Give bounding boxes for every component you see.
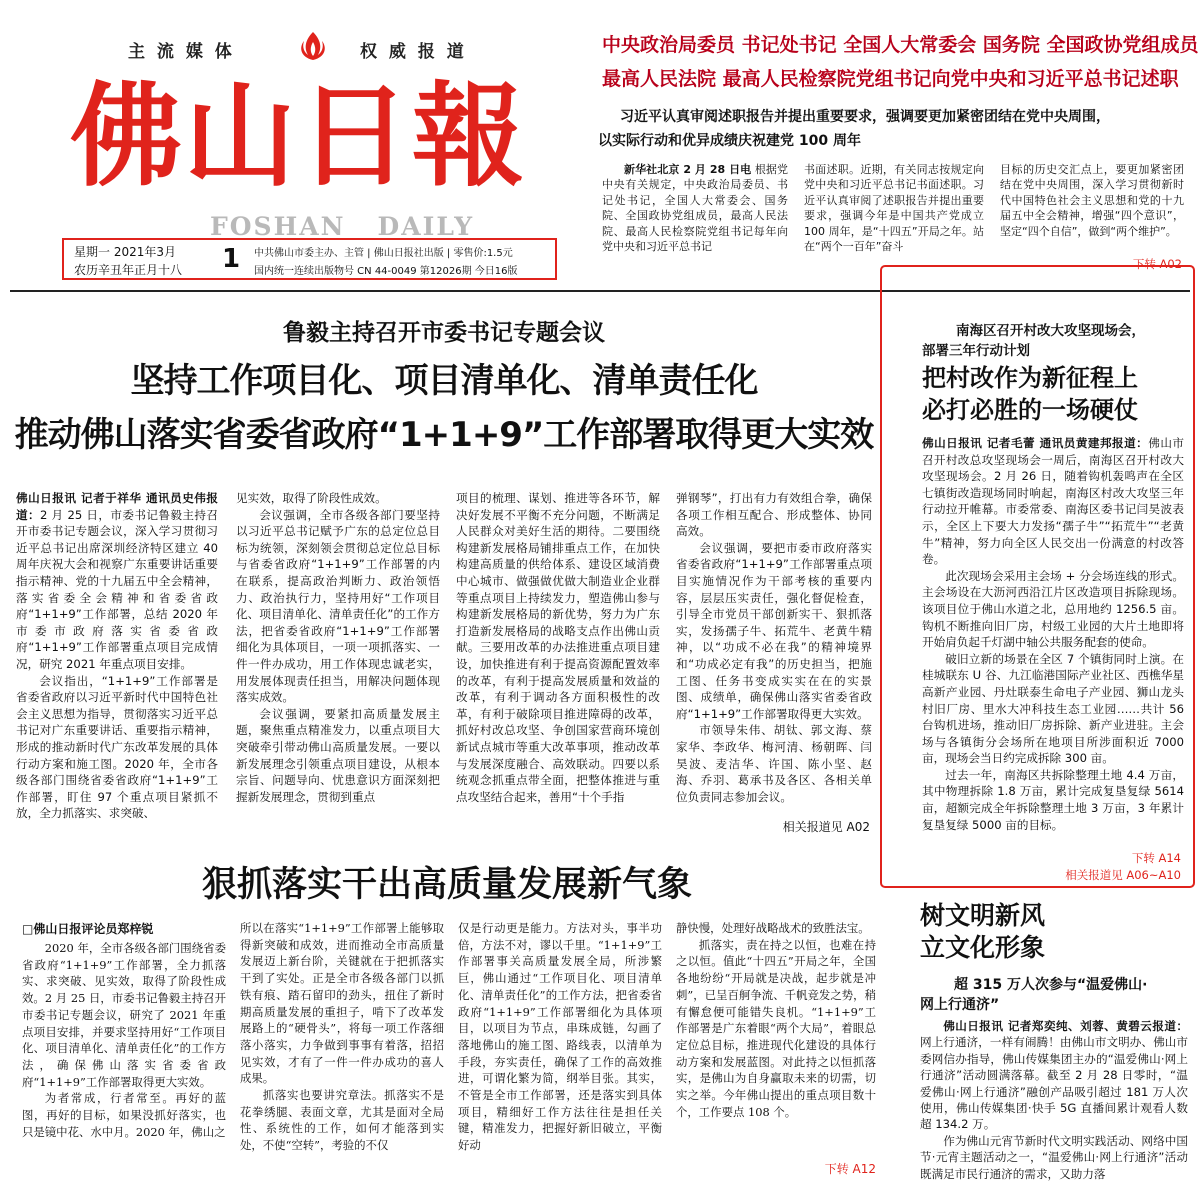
village-paragraph: 此次现场会采用主会场 + 分会场连线的形式。主会场设在大沥河西沿江片区改造项目拆除现场。该项目位于佛山水道之北，总用地约 1256.5 亩。钩机不断推向旧厂房，村级工业园的大片土地即将开始肩负起千灯湖中轴公共服务配套的使命。 <box>922 568 1184 650</box>
civilization-headline-2: 立文化形象 <box>920 933 1046 962</box>
lead-headline-1: 坚持工作项目化、项目清单化、清单责任化 <box>130 361 758 401</box>
lead-paragraph: 会议强调，全市各级各部门要坚持以习近平总书记赋予广东的总定位总目标为统领，深刻领会贯彻总定位总目标与省委省政府“1+1+9”工作部署的内在联系，提高政治判断力、政治领悟力、政治执行力，坚持用好“工作项目化、项目清单化、清单责任化”的工作方法，把省委省政府“1+1+9”工作部署细化为具体项目，一项一项抓落实、一件一件办成功，用工作体现忠诚老实，用发展体现责任担当，用解决问题体现落实成效。 <box>236 507 440 705</box>
publisher-line: 中共佛山市委主办、主管 | 佛山日报社出版 | 零售价:1.5元 <box>254 248 513 259</box>
lead-paragraph: 会议指出，“1+1+9”工作部署是省委省政府以习近平新时代中国特色社会主义思想为指导，贯彻落实习近平总书记对广东重要讲话、重要指示精神，形成的推动新时代广东改革发展的具体行动方案和施工图。2020 年，全市各级各部门围绕省委省政府“1+1+9”工作部署，盯住 97 个重点项目紧抓不放，全力抓落实、求突破、 <box>16 673 218 821</box>
village-jump: 下转 A14 <box>1126 850 1181 866</box>
village-body <box>922 435 1184 857</box>
lead-paragraph: 项目的梳理、谋划、推进等各环节，解决好发展不平衡不充分问题，不断满足人民群众对美好生活的期待。二要围绕构建新发展格局铺排重点工作，在加快构建高质量的供给体系、建设区域消费中心城市、做强做优做大制造业企业群等重点项目上持续发力，塑造佛山参与构建新发展格局的新优势，努力为广东打造新发展格局的战略支点作出佛山贡献。三要用改革的办法推进重点项目建设，加快推进有利于提高资源配置效率的改革，有利于提高发展质量和效益的改革，有利于调动各方面积极性的改革，有利于破除项目推进障碍的改革，抓好村改总攻坚、争创国家营商环境创新试点城市等重大改革事项，推动改革与发展深度融合、高效联动。四要以系统观念抓重点带全面，把整体推进与重点攻坚结合起来，善用“十个手指 <box>456 491 660 804</box>
tagline-left: 主 流 媒 体 <box>128 42 235 62</box>
top-story-col-1 <box>602 162 788 268</box>
lead-col-2 <box>236 490 440 840</box>
civilization-story <box>884 892 1194 1187</box>
commentary-headline: 狠抓落实干出高质量发展新气象 <box>201 865 692 905</box>
commentary-paragraph: 抓落实也要讲究章法。抓落实不是花拳绣腿、表面文章，尤其是面对全局性、系统性的工作，如何才能落到实处，不使“空转”，考验的不仅 <box>240 1088 444 1153</box>
lead-paragraph: 见实效，取得了阶段性成效。 <box>236 491 387 505</box>
commentary-paragraph: 抓落实，责在持之以恒，也难在持之以恒。值此“十四五”开局之年，全国各地纷纷“开局就是决战，起步就是冲刺”，已呈百舸争流、千帆竞发之势，稍有懈怠便可能错失良机。“1+1+9”工作部署是广东着眼“两个大局”，着眼总定位总目标，推进现代化建设的具体行动方案和发展蓝图。对此持之以恒抓落实，是佛山为自身赢取未来的切需，切实之举。今年佛山提出的重点项目数十个，工作要点 108 个。 <box>676 937 876 1119</box>
commentary-jump: 下转 A12 <box>819 1160 876 1177</box>
village-headline-2: 必打必胜的一场硬仗 <box>922 395 1138 424</box>
civilization-paragraph: 佛山日报讯 记者郑奕纯、刘蓉、黄碧云报道：网上行通济，一样有闹腾！由佛山市文明办、佛山市委网信办指导，佛山传媒集团主办的“温爱佛山·网上行通济”活动圆满落幕。截至 2 月 28 日零时，“温爱佛山·网上行通济”融创产品吸引超过 181 万人次使用，佛山传媒集团·快手 5G 直播间累计观看人数超 134.2 万。 <box>920 1019 1188 1132</box>
lunar-date: 农历辛丑年正月十八 <box>74 263 183 277</box>
top-story-paragraph: 目标的历史交汇点上，要更加紧密团结在党中央周围，深入学习贯彻新时代中国特色社会主义思想和党的十九届五中全会精神，增强“四个意识”，坚定“四个自信”，做到“两个维护”。 <box>1000 163 1184 238</box>
issue-day: 1 <box>222 244 241 274</box>
lead-col-3 <box>456 490 660 840</box>
lead-related-text: 相关报道见 A02 <box>782 820 870 834</box>
lead-related-link[interactable] <box>783 818 870 835</box>
commentary-paragraph: 2020 年，全市各级各部门围绕省委省政府“1+1+9”工作部署，全力抓落实、求突破、见实效，取得了阶段性成效。2 月 25 日，市委书记鲁毅主持召开市委书记专题会议，研究了 2021 年重点项目安排，并要求坚持用好“工作项目化、项目清单化、清单责任化”的工作方法，确保佛山落实省委省政府“1+1+9”工作部署取得更大实效。 <box>22 941 226 1089</box>
commentary-paragraph: 静快慢，处理好战略战术的致胜法宝。 <box>676 921 870 935</box>
top-story-subhead-1: 习近平认真审阅述职报告并提出重要要求，强调要更加紧密团结在党中央周围， <box>620 109 1110 125</box>
lead-col-4 <box>676 490 872 840</box>
village-headline-1: 把村改作为新征程上 <box>922 363 1138 392</box>
commentary-byline: □佛山日报评论员郑梓锐 <box>22 922 154 936</box>
village-paragraph: 过去一年，南海区共拆除整理土地 4.4 万亩，其中物理拆除 1.8 万亩，累计完成复垦复绿 5614 亩，超额完成全年拆除整理土地 3 万亩，3 年累计复垦复绿 5000 亩的目标。 <box>922 767 1184 832</box>
flame-emblem-icon <box>296 30 330 62</box>
lead-paragraph: 弹钢琴”，打出有力有效组合拳，确保各项工作相互配合、形成整体、协同高效。 <box>676 491 872 539</box>
top-story-col-3 <box>1000 162 1184 268</box>
commentary-col-3 <box>458 920 662 1180</box>
commentary-section <box>14 848 880 1187</box>
lead-kicker: 鲁毅主持召开市委书记专题会议 <box>283 320 605 346</box>
lead-col-1 <box>16 490 218 840</box>
top-story-col-2 <box>804 162 984 268</box>
top-story-headline-1: 中央政治局委员 书记处书记 全国人大常委会 国务院 全国政协党组成员 <box>602 34 1199 56</box>
commentary-paragraph: 仅是行动更是能力。方法对头，事半功倍，方法不对，谬以千里。“1+1+9”工作部署事关高质量发展全局，所涉繁巨，佛山通过“工作项目化、项目清单化、清单责任化”的工作方法，把省委省政府“1+1+9”工作部署细化为具体项目，以项目为节点，串珠成链，勾画了落地佛山的施工图、路线表，以清单为手段，夯实责任，确保了工作的高效推进，可谓化繁为简，纲举目张。其实，不管是全市工作部署，还是落实到具体项目，精细好工作方法往往是担任关键，精准发力，把握好新旧破立，平衡好动 <box>458 921 662 1153</box>
village-related-text: 相关报道见 A06~A10 <box>1065 868 1181 882</box>
village-kicker-2: 部署三年行动计划 <box>922 343 1030 359</box>
commentary-col-2 <box>240 920 444 1180</box>
civilization-headline-1: 树文明新风 <box>920 901 1046 930</box>
masthead <box>0 0 590 290</box>
village-paragraph: 佛山日报讯 记者毛蕾 通讯员黄建邦报道：佛山市召开村改总攻坚现场会一周后，南海区召开村改大攻坚现场会。2 月 26 日，随着钩机轰鸣声在全区七镇街改造现场同时响起，南海区村改大攻坚三年行动拉开帷幕。市委常委、南海区委书记闫昊波表示，全区上下要大力发扬“孺子牛”“拓荒牛”“老黄牛”精神，努力向全区人民交出一份满意的村改答卷。 <box>922 436 1184 567</box>
commentary-paragraph: 所以在落实“1+1+9”工作部署上能够取得新突破和成效，进而推动全市高质量发展迈上新台阶，关键就在于把抓落实干到了实处。正是全市各级各部门以抓铁有痕、踏石留印的劲头，扭住了新时期高质量发展的重担子，啃下了改革发展路上的“硬骨头”，将每一项工作落细落小落实，力争做到事事有着落，招招见实效，才有了一件一件办成功的喜人成果。 <box>240 921 444 1086</box>
commentary-paragraph: 为者常成，行者常至。再好的蓝图，再好的目标，如果没抓好落实，也只是镜中花、水中月。2020 年，佛山之 <box>22 1091 226 1139</box>
newspaper-logo: 佛山日報 <box>70 71 526 202</box>
village-paragraph: 破旧立新的场景在全区 7 个镇街同时上演。在桂城联东 U 谷、九江临港国际产业社区、西樵华星高新产业园、丹灶联泰生命电子产业园、狮山龙头村旧厂房、里水大冲科技生态工业园……共计 56 台钩机进场，推动旧厂房拆除、新产业进驻。主会场与各镇街分会场所在地项目所涉面积近 7000 亩，现场会当日约完成拆除 300 亩。 <box>922 651 1184 766</box>
lead-paragraph: 会议强调，要把市委市政府落实省委省政府“1+1+9”工作部署重点项目实施情况作为干部考核的重要内容，层层压实责任，强化督促检查，引导全市党员干部创新实干、狠抓落实，发扬孺子牛、拓荒牛、老黄牛精神，以“功成不必在我”的精神境界和“功成必定有我”的历史担当，把施工图、任务书变成实实在在的实景图、成绩单，确保佛山落实省委省政府“1+1+9”工作部署取得更大实效。 <box>676 540 872 721</box>
commentary-col-4 <box>676 920 876 1180</box>
civilization-body <box>920 1018 1188 1187</box>
village-reform-box <box>880 265 1195 888</box>
lead-story <box>14 300 874 840</box>
civilization-paragraph: 作为佛山元宵节新时代文明实践活动、网络中国节·元宵主题活动之一，“温爱佛山·网上行通济”活动既满足市民行通济的需求，又助力落 <box>920 1133 1188 1181</box>
issue-info-box <box>62 238 557 280</box>
civilization-subhead-1: 超 315 万人次参与“温爱佛山· <box>954 977 1148 993</box>
lead-headline-2: 推动佛山落实省委省政府“1+1+9”工作部署取得更大实效 <box>14 415 874 455</box>
commentary-col-1 <box>22 940 226 1180</box>
top-story-paragraph: 书面述职。近期，有关同志按规定向党中央和习近平总书记书面述职。习近平认真审阅了述职报告并提出重要要求，强调今年是中国共产党成立 100 周年，是“十四五”开局之年。站在“两个一百年”奋斗 <box>804 163 984 254</box>
lead-paragraph: 市领导朱伟、胡钛、郭文海、蔡家华、李政华、梅河清、杨朝晖、闫昊波、麦洁华、许国、陈小坚、赵海、乔羽、葛承书及各区、各相关单位负责同志参加会议。 <box>676 723 872 804</box>
lead-paragraph: 会议强调，要紧扣高质量发展主题，聚焦重点精准发力，以重点项目大突破牵引带动佛山高质量发展。一要以新发展理念引领重点项目建设，从根本宗旨、问题导向、忧患意识方面深刻把握新发展理念，贯彻到重点 <box>236 706 440 804</box>
english-name: FOSHAN DAILY <box>210 212 475 241</box>
top-story-jump: 下转 A02 <box>1132 257 1182 271</box>
top-story-headline-2: 最高人民法院 最高人民检察院党组书记向党中央和习近平总书记述职 <box>602 68 1179 90</box>
top-story-paragraph: 新华社北京 2 月 28 日电 根据党中央有关规定，中央政治局委员、书记处书记，全国人大常委会、国务院、全国政协党组成员，最高人民法院、最高人民检察院党组书记每年向党中央和习近平总书记 <box>602 163 788 254</box>
top-story <box>598 20 1199 271</box>
top-story-subhead-2: 以实际行动和优异成绩庆祝建党 100 周年 <box>598 133 861 149</box>
lead-paragraph: 佛山日报讯 记者于祥华 通讯员史伟报道：2 月 25 日，市委书记鲁毅主持召开市委书记专题会议，深入学习贯彻习近平总书记出席深圳经济特区建立 40 周年庆祝大会和视察广东重要讲话重要指示精神、党的十九届五中全会精神，落实省委全会精神和省委省政府“1+1+9”工作部署，总结 2020 年市委市政府落实省委省政府“1+1+9”工作部署重点项目完成情况，研究 2021 年重点项目安排。 <box>16 491 218 671</box>
civilization-subhead-2: 网上行通济” <box>920 997 1000 1013</box>
registration-line: 国内统一连续出版物号 CN 44-0049 第12026期 今日16版 <box>254 266 518 277</box>
village-related-link[interactable] <box>1065 867 1181 883</box>
tagline-right: 权 威 报 道 <box>360 42 467 62</box>
village-kicker-1: 南海区召开村改大攻坚现场会， <box>956 323 1145 339</box>
issue-date: 星期一 2021年3月 <box>74 245 176 259</box>
